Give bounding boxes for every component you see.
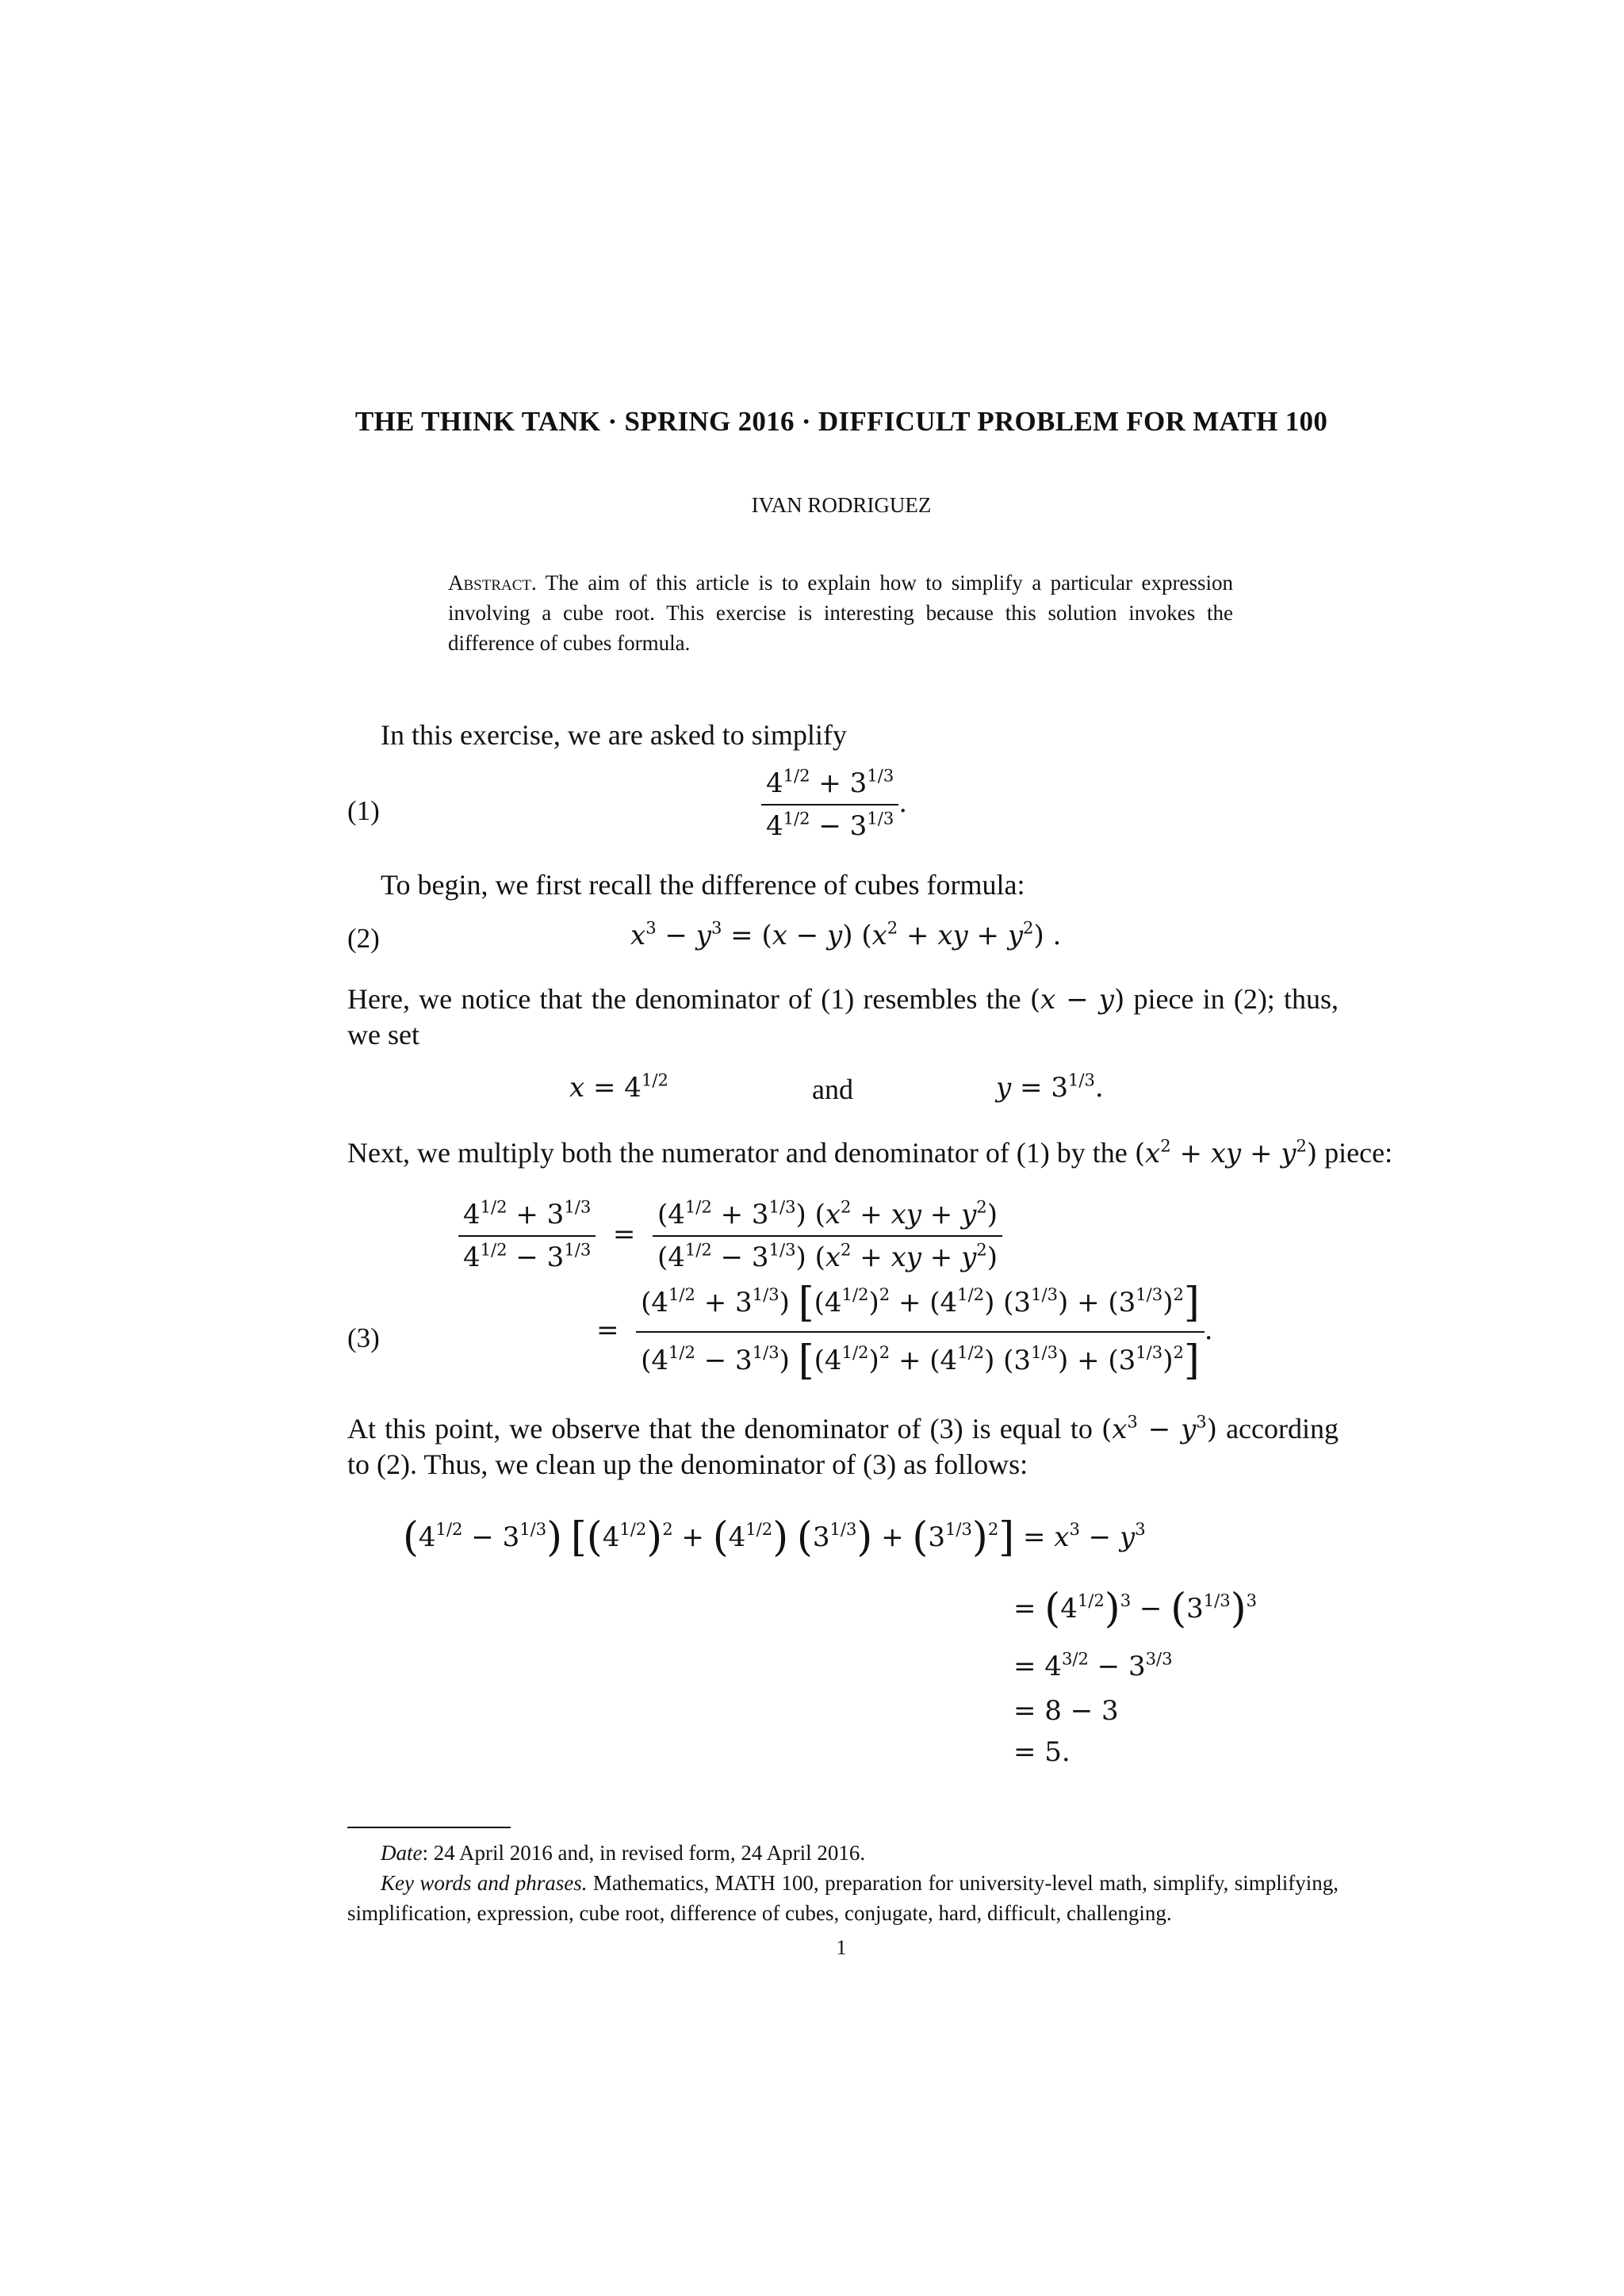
cleanup-line-5: = 5. bbox=[1013, 1736, 1071, 1768]
footnote-date bbox=[347, 1838, 1339, 1868]
footnote-keywords bbox=[347, 1868, 1339, 1928]
cleanup-line-4: = 8 − 3 bbox=[1013, 1695, 1119, 1727]
paragraph-observe-part2: according to (2). Thus, we clean up the denominator of (3) as follows: bbox=[347, 1413, 1339, 1480]
paragraph-intro: In this exercise, we are asked to simplify bbox=[381, 719, 847, 751]
abstract bbox=[448, 568, 1233, 658]
page-number: 1 bbox=[836, 1936, 847, 1959]
paragraph-multiply-part1: Next, we multiply both the numerator and denominator of (1) by the bbox=[347, 1137, 1128, 1169]
inline-difference-of-cubes: $(x^3 - y^3)$ bbox=[1101, 1411, 1217, 1445]
equation-number-3: (3) bbox=[347, 1322, 380, 1353]
paragraph-set-part1: Here, we notice that the denominator of (1) resembles the bbox=[347, 983, 1021, 1015]
paragraph-set-part2: piece in (2); thus, we set bbox=[347, 983, 1339, 1050]
footnote-keywords-label: Key words and phrases. bbox=[381, 1871, 588, 1895]
footnote-rule bbox=[347, 1827, 511, 1828]
paper-title: THE THINK TANK · SPRING 2016 · DIFFICULT PROBLEM FOR MATH 100 bbox=[354, 406, 1328, 437]
equation-1: $\frac{4^{1/2} + 3^{1/3}}{4^{1/2} - 3^{1/3}}$ . bbox=[761, 767, 907, 842]
paragraph-set bbox=[347, 982, 1339, 1052]
inline-quadratic-piece: ($x^2$ + xy + $y^2$) bbox=[1134, 1135, 1318, 1169]
abstract-label: Abstract. bbox=[448, 571, 537, 595]
cleanup-line-1: $(4^{1/2} - 3^{1/3}) [(4^{1/2})^2 + (4^{1/2}) (3^{1/3}) + (3^{1/3})^2] = x^3 - y^3$ bbox=[403, 1514, 1146, 1561]
and-word: and bbox=[812, 1073, 853, 1105]
footnote-date-label: Date bbox=[381, 1841, 423, 1865]
equation-number-2: (2) bbox=[347, 923, 380, 954]
y-definition: $y = 3^{1/3}$. bbox=[996, 1070, 1104, 1104]
equation-number-1: (1) bbox=[347, 795, 380, 826]
footnote-keywords-text: Mathematics, MATH 100, preparation for university-level math, simplify, simplifying, simplification, expression, cube root, difference of cubes, conjugate, hard, difficult, challenging. bbox=[347, 1871, 1339, 1925]
paragraph-observe bbox=[347, 1411, 1339, 1482]
cleanup-line-2: = $(4^{1/2})^3 - (3^{1/3})^3$ bbox=[1013, 1586, 1258, 1632]
footnote-date-text: : 24 April 2016 and, in revised form, 24 April 2016. bbox=[422, 1841, 866, 1865]
paragraph-recall: To begin, we first recall the difference of cubes formula: bbox=[381, 869, 1025, 901]
abstract-text: The aim of this article is to explain how to simplify a particular expression involving a cube root. This exercise is interesting because this solution invokes the difference of cubes formula. bbox=[448, 571, 1234, 655]
author-name: IVAN RODRIGUEZ bbox=[751, 493, 932, 517]
inline-x-minus-y: (x − y) bbox=[1029, 984, 1125, 1016]
paragraph-multiply bbox=[347, 1135, 1392, 1171]
paragraph-observe-part1: At this point, we observe that the denominator of (3) is equal to bbox=[347, 1413, 1093, 1445]
paragraph-multiply-part2: piece: bbox=[1324, 1137, 1393, 1169]
equation-3-line-2: = $\frac{(4^{1/2} + 3^{1/3}) [(4^{1/2})^2 + (4^{1/2}) (3^{1/3}) + (3^{1/3})^2]}{(4^{1/2} - 3^{1/3}) [(4^{1/2})^2 + (4^{1/2}) (3^{1/3}) + (3^{1/3})^2]}$ . bbox=[596, 1280, 1213, 1384]
cleanup-line-3: = $4^{3/2} - 3^{3/3}$ bbox=[1013, 1648, 1173, 1682]
x-definition: $x = 4^{1/2}$ bbox=[569, 1070, 668, 1104]
equation-2: $x^3 - y^3 = (x - y) (x^2$ + xy + $y^2$) . bbox=[630, 917, 1062, 951]
equation-3-line-1: $\frac{4^{1/2} + 3^{1/3}}{4^{1/2} - 3^{1/3}}$ = $\frac{(4^{1/2} + 3^{1/3}) (x^2 + xy + y^2)}{(4^{1/2} - 3^{1/3}) (x^2 + xy + y^2)}$ bbox=[458, 1199, 1002, 1273]
